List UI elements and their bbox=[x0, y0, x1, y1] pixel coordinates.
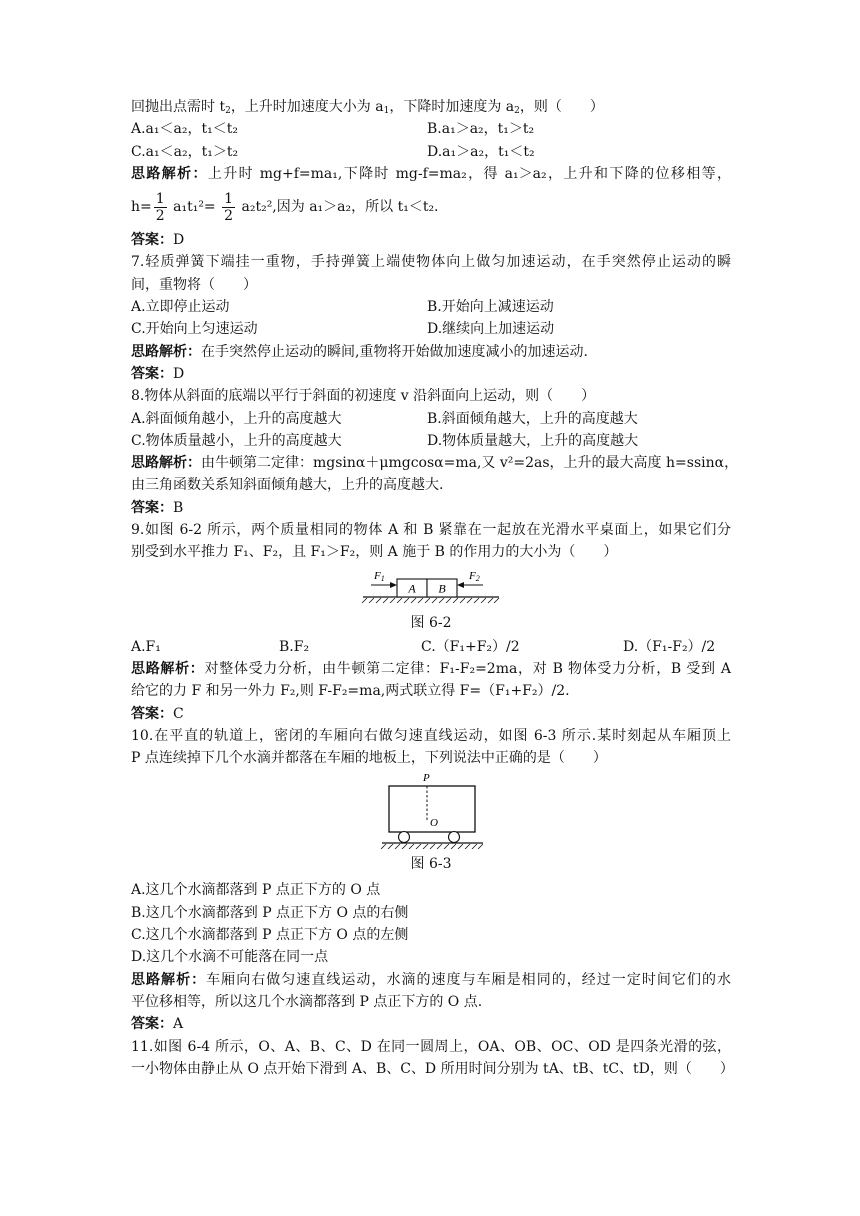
figure-6-2 bbox=[131, 564, 731, 610]
frac-denominator: 2 bbox=[224, 207, 234, 224]
q10-answer: A bbox=[173, 1016, 184, 1033]
q9-option-d: D.（F₁-F₂）/2 bbox=[623, 638, 716, 655]
q11-stem-text-2: 一小物体由静止从 O 点开始下滑到 A、B、C、D 所用时间分别为 tA、tB、tC、tD，则（ ） bbox=[131, 1060, 734, 1077]
q7-stem-text-2: 间，重物将（ ） bbox=[131, 276, 257, 293]
q6-options-cd bbox=[131, 141, 731, 163]
q6-fraction-1 bbox=[154, 191, 167, 224]
q8-analysis-label: 思路解析： bbox=[131, 455, 201, 472]
force-f2-label: F2 bbox=[469, 569, 480, 583]
q7-option-d: D.继续向上加速运动 bbox=[427, 321, 555, 338]
left-wheel bbox=[399, 832, 410, 843]
q11-stem-line-2 bbox=[131, 1058, 734, 1080]
figure-6-2-caption: 图 6-2 bbox=[410, 614, 452, 631]
table-hatching bbox=[362, 598, 499, 603]
q10-analysis-line-1 bbox=[131, 969, 731, 991]
q6-analysis-mid: a₁t₁²= bbox=[168, 199, 221, 216]
q6-stem-text-3: ，下降时加速度为 a bbox=[389, 99, 515, 115]
q10-analysis-text-2: 平位移相等，所以这几个水滴都落到 P 点正下方的 O 点. bbox=[131, 993, 483, 1010]
q10-answer-label: 答案： bbox=[131, 1016, 173, 1033]
figure-6-3-svg bbox=[131, 769, 731, 849]
q7-answer: D bbox=[173, 365, 185, 382]
force-f1-arrowhead bbox=[390, 582, 397, 588]
q7-option-a: A.立即停止运动 bbox=[131, 299, 230, 316]
q6-stem-line: 回抛出点需时 $t_2$，上升时加速度大小为 $a_1$，下降时加速度为 $a_2$，则（ ） bbox=[131, 99, 604, 116]
q6-stem-text-4: ，则（ ） bbox=[519, 99, 604, 115]
q9-analysis-text-2: 给它的力 F 和另一外力 F₂,则 F-F₂=ma,两式联立得 F=（F₁+F₂）/2. bbox=[131, 683, 570, 700]
q6-stem-text: 回抛出点需时 t bbox=[131, 99, 226, 115]
q6-analysis-line-1 bbox=[131, 163, 731, 185]
q8-answer: B bbox=[173, 499, 184, 516]
q6-options-ab bbox=[131, 118, 731, 140]
q9-analysis-line-1 bbox=[131, 658, 731, 680]
q10-analysis-text-1: 车厢向右做匀速直线运动，水滴的速度与车厢是相同的，经过一定时间它们的水 bbox=[206, 971, 732, 988]
q6-option-a: A.a₁＜a₂，t₁＜t₂ bbox=[131, 121, 238, 138]
q10-option-c: C.这几个水滴都落到 P 点正下方 O 点的左侧 bbox=[131, 927, 409, 944]
q6-option-c: C.a₁＜a₂，t₁＞t₂ bbox=[131, 143, 239, 160]
q7-option-c: C.开始向上匀速运动 bbox=[131, 321, 258, 338]
q9-option-a: A.F₁ bbox=[131, 638, 161, 655]
q9-answer: C bbox=[173, 705, 184, 722]
q7-answer-label: 答案： bbox=[131, 365, 173, 382]
q8-option-c: C.物体质量越小，上升的高度越大 bbox=[131, 432, 342, 449]
q8-stem-line bbox=[131, 385, 731, 407]
figure-6-3 bbox=[131, 769, 731, 849]
q10-stem-line-1 bbox=[131, 725, 731, 747]
q11-stem-text-1: 11.如图 6-4 所示，O、A、B、C、D 在同一圆周上，OA、OB、OC、OD 是四条光滑的弦， bbox=[131, 1038, 731, 1055]
q8-option-a: A.斜面倾角越小，上升的高度越大 bbox=[131, 410, 342, 427]
q8-options-cd bbox=[131, 430, 731, 452]
q6-answer: D bbox=[173, 232, 185, 249]
q8-analysis-text-2: 由三角函数关系知斜面倾角越大，上升的高度越大. bbox=[131, 477, 444, 494]
q8-analysis-text-1: 由牛顿第二定律：mgsinα＋μmgcosα=ma,又 v²=2as，上升的最大高度 h=ssinα， bbox=[201, 455, 739, 472]
q9-options bbox=[131, 636, 731, 658]
q7-analysis-text: 在手突然停止运动的瞬间,重物将开始做加速度减小的加速运动. bbox=[201, 343, 588, 360]
q8-answer-line bbox=[131, 497, 731, 519]
q6-analysis-pre: h= bbox=[131, 199, 152, 216]
point-o-label: O bbox=[430, 817, 438, 830]
q9-stem-line-1 bbox=[131, 519, 731, 541]
q9-option-c: C.（F₁+F₂）/2 bbox=[421, 638, 520, 655]
q7-stem-text-1: 7.轻质弹簧下端挂一重物，手持弹簧上端使物体向上做匀加速运动，在手突然停止运动的瞬 bbox=[131, 254, 731, 271]
q8-option-d: D.物体质量越大，上升的高度越大 bbox=[427, 432, 639, 449]
q6-option-b: B.a₁＞a₂，t₁＞t₂ bbox=[427, 121, 535, 138]
q9-analysis-line-2 bbox=[131, 680, 731, 702]
q9-stem-text-1: 9.如图 6-2 所示，两个质量相同的物体 A 和 B 紧靠在一起放在光滑水平桌面上，如果它们分 bbox=[131, 522, 731, 539]
q9-answer-label: 答案： bbox=[131, 705, 173, 722]
frac-numerator: 1 bbox=[224, 190, 234, 207]
q10-stem-text-2: P 点连续掉下几个水滴并都落在车厢的地板上，下列说法中正确的是（ ） bbox=[131, 750, 607, 767]
force-f1-label: F1 bbox=[374, 569, 385, 583]
point-p-label: P bbox=[423, 772, 430, 785]
q9-analysis-text-1: 对整体受力分析，由牛顿第二定律：F₁-F₂=2ma，对 B 物体受力分析，B 受到 A bbox=[204, 660, 731, 677]
q9-analysis-label: 思路解析： bbox=[131, 660, 205, 677]
figure-6-3-caption: 图 6-3 bbox=[410, 856, 452, 873]
q10-option-d: D.这几个水滴不可能落在同一点 bbox=[131, 949, 329, 966]
q10-analysis-line-2 bbox=[131, 991, 731, 1013]
q6-analysis-line-2 bbox=[131, 185, 731, 229]
block-a-label: A bbox=[408, 581, 416, 596]
q6-answer-label: 答案： bbox=[131, 232, 173, 249]
track-hatching bbox=[381, 844, 483, 849]
q7-option-b: B.开始向上减速运动 bbox=[427, 299, 554, 316]
q7-analysis-line bbox=[131, 341, 731, 363]
q7-stem-line-1 bbox=[131, 251, 731, 273]
force-f2-arrowhead bbox=[457, 582, 464, 588]
q7-stem-line-2 bbox=[131, 274, 731, 296]
q10-answer-line bbox=[131, 1013, 731, 1035]
q11-stem-line-1 bbox=[131, 1036, 731, 1058]
q10-option-a: A.这几个水滴都落到 P 点正下方的 O 点 bbox=[131, 882, 381, 899]
q7-analysis-label: 思路解析： bbox=[131, 343, 201, 360]
q9-option-b: B.F₂ bbox=[279, 638, 310, 655]
right-wheel bbox=[449, 832, 460, 843]
q6-option-d: D.a₁＞a₂，t₁＜t₂ bbox=[427, 143, 535, 160]
q8-answer-label: 答案： bbox=[131, 499, 173, 516]
q8-option-b: B.斜面倾角越大，上升的高度越大 bbox=[427, 410, 638, 427]
q6-analysis-post: a₂t₂²,因为 a₁＞a₂，所以 t₁＜t₂. bbox=[237, 199, 439, 216]
frac-numerator: 1 bbox=[155, 190, 165, 207]
q8-analysis-line-2 bbox=[131, 474, 731, 496]
q6-stem-text-2: ，上升时加速度大小为 a bbox=[230, 99, 384, 115]
q8-analysis-line-1 bbox=[131, 452, 739, 474]
q10-option-b: B.这几个水滴都落到 P 点正下方 O 点的右侧 bbox=[131, 904, 409, 921]
q7-answer-line bbox=[131, 363, 731, 385]
q10-stem-line-2 bbox=[131, 747, 731, 769]
document-page bbox=[131, 96, 739, 1080]
frac-denominator: 2 bbox=[155, 207, 165, 224]
q9-stem-text-2: 别受到水平推力 F₁、F₂，且 F₁＞F₂，则 A 施于 B 的作用力的大小为（ ） bbox=[131, 544, 618, 561]
q10-stem-text-1: 10.在平直的轨道上，密闭的车厢向右做匀速直线运动，如图 6-3 所示.某时刻起从车厢顶上 bbox=[131, 727, 731, 744]
q8-options-ab bbox=[131, 408, 731, 430]
figure-6-2-svg bbox=[131, 564, 731, 610]
q9-answer-line bbox=[131, 703, 731, 725]
q9-stem-line-2 bbox=[131, 541, 731, 563]
q6-fraction-2 bbox=[222, 191, 235, 224]
block-b-label: B bbox=[438, 581, 446, 596]
q7-options-ab bbox=[131, 296, 731, 318]
q7-options-cd bbox=[131, 318, 731, 340]
q6-analysis-label: 思路解析： bbox=[131, 165, 208, 182]
q8-stem-text: 8.物体从斜面的底端以平行于斜面的初速度 v 沿斜面向上运动，则（ ） bbox=[131, 388, 596, 405]
q10-analysis-label: 思路解析： bbox=[131, 971, 207, 988]
q6-analysis-text-1: 上升时 mg+f=ma₁,下降时 mg-f=ma₂，得 a₁＞a₂，上升和下降的位移相等， bbox=[207, 165, 731, 182]
q6-answer-line bbox=[131, 229, 731, 251]
